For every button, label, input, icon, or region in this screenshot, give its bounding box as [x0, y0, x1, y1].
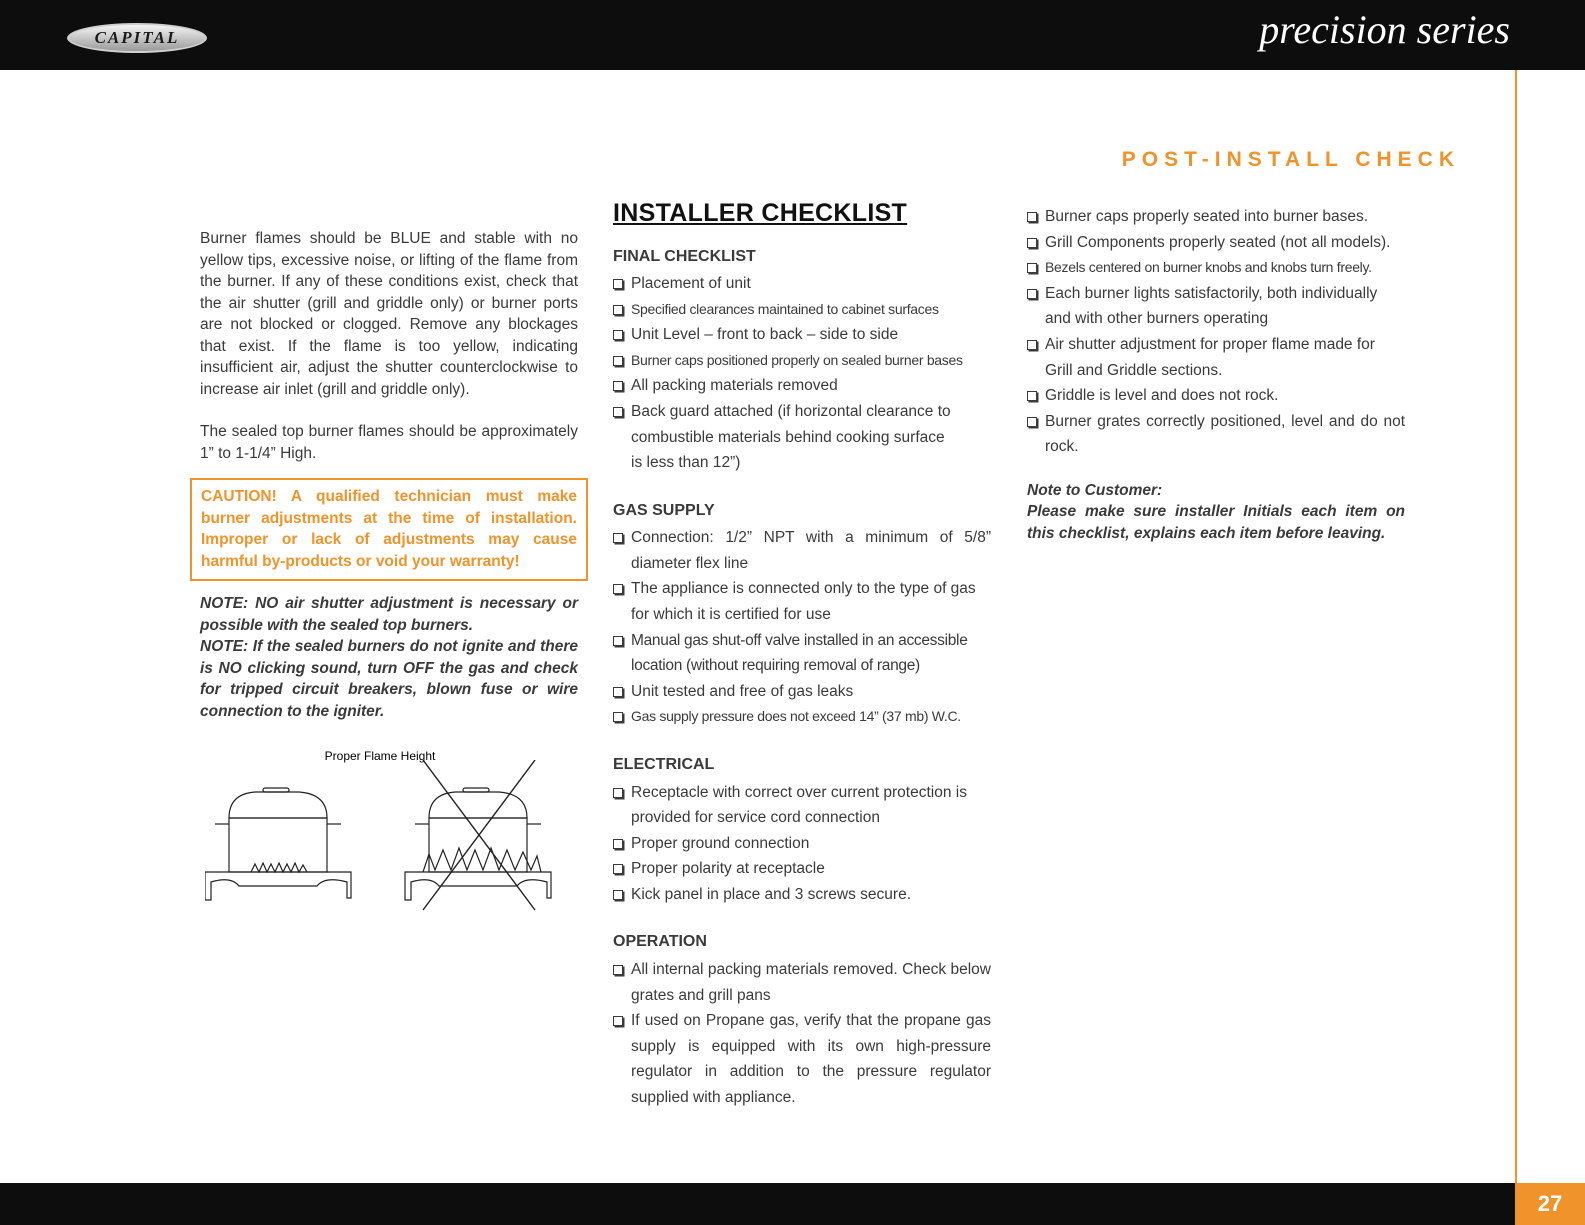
list-item: Burner caps properly seated into burner bases.: [1027, 204, 1405, 230]
checkbox-icon[interactable]: [613, 839, 623, 849]
list-item: Air shutter adjustment for proper flame made for Grill and Griddle sections.: [1027, 332, 1405, 383]
list-item: Unit tested and free of gas leaks: [613, 679, 991, 705]
list-item: Placement of unit: [613, 271, 991, 297]
note-to-customer-title: Note to Customer:: [1027, 481, 1163, 499]
checkbox-icon[interactable]: [1027, 238, 1037, 248]
checkbox-icon[interactable]: [613, 407, 623, 417]
checkbox-icon[interactable]: [613, 890, 623, 900]
checkbox-icon[interactable]: [613, 533, 623, 543]
checkbox-icon[interactable]: [1027, 340, 1037, 350]
middle-column: [613, 199, 991, 1135]
list-item: Back guard attached (if horizontal clearance to combustible materials behind cooking surface is less than 12”): [613, 399, 991, 476]
electrical-group: [613, 754, 991, 907]
capital-logo: [67, 23, 207, 53]
list-item: All packing materials removed: [613, 373, 991, 399]
checkbox-icon[interactable]: [1027, 263, 1037, 273]
checklist-title: INSTALLER CHECKLIST: [613, 199, 908, 227]
footer-bar: [0, 1183, 1515, 1225]
electrical-heading: ELECTRICAL: [613, 756, 715, 773]
logo-text: CAPITAL: [94, 28, 180, 47]
operation-heading: OPERATION: [613, 933, 707, 951]
checkbox-icon[interactable]: [613, 636, 623, 646]
left-column: [200, 228, 578, 926]
orange-divider: [1515, 70, 1517, 1183]
list-item: Unit Level – front to back – side to side: [613, 322, 991, 348]
list-item: Kick panel in place and 3 screws secure.: [613, 882, 991, 908]
list-item: Griddle is level and does not rock.: [1027, 383, 1405, 409]
list-item: The appliance is connected only to the type of gas for which it is certified for use: [613, 576, 991, 627]
list-item: Manual gas shut-off valve installed in an accessible location (without requiring removal of range): [613, 628, 991, 679]
gas-supply-group: [613, 500, 991, 730]
checkbox-icon[interactable]: [1027, 417, 1037, 427]
checkbox-icon[interactable]: [613, 305, 623, 315]
checkbox-icon[interactable]: [613, 788, 623, 798]
flame-height-paragraph: The sealed top burner flames should be approximately 1” to 1-1/4” High.: [200, 423, 578, 462]
list-item: All internal packing materials removed. Check below grates and grill pans: [613, 957, 991, 1008]
list-item: Bezels centered on burner knobs and knobs turn freely.: [1027, 255, 1405, 281]
checkbox-icon[interactable]: [1027, 212, 1037, 222]
operation-group: [613, 931, 991, 1110]
gas-supply-heading: GAS SUPPLY: [613, 501, 715, 519]
checkbox-icon[interactable]: [613, 965, 623, 975]
note-air-shutter: NOTE: NO air shutter adjustment is necessary or possible with the sealed top burners.: [200, 595, 578, 634]
pot-flame-illustration: [205, 760, 575, 925]
final-checklist-group: [613, 246, 991, 476]
final-checklist-heading: FINAL CHECKLIST: [613, 247, 756, 265]
list-item: Grill Components properly seated (not all models).: [1027, 230, 1405, 256]
series-title: precision series: [1259, 7, 1510, 52]
list-item: Burner caps positioned properly on sealed burner bases: [613, 348, 991, 374]
checkbox-icon[interactable]: [613, 381, 623, 391]
checkbox-icon[interactable]: [613, 864, 623, 874]
flame-paragraph: Burner flames should be BLUE and stable with no yellow tips, excessive noise, or lifting of the flame from the burner. If any of these conditions exist, check that the air shutter (grill and griddle only) or burner ports are not blocked or clogged. Remove any blockages that exist. If the flame is too yellow, indicating insufficient air, adjust the shutter counterclockwise to increase air inlet (grill and griddle only).: [200, 230, 578, 398]
header-bar: [0, 0, 1585, 70]
list-item: Proper polarity at receptacle: [613, 856, 991, 882]
list-item: Proper ground connection: [613, 831, 991, 857]
checkbox-icon[interactable]: [613, 330, 623, 340]
list-item: Burner grates correctly positioned, level and do not rock.: [1027, 409, 1405, 460]
checkbox-icon[interactable]: [613, 584, 623, 594]
note-to-customer-body: Please make sure installer Initials each item on this checklist, explains each item before leaving.: [1027, 503, 1405, 542]
list-item: Gas supply pressure does not exceed 14” (37 mb) W.C.: [613, 704, 991, 730]
list-item: Receptacle with correct over current protection is provided for service cord connection: [613, 780, 991, 831]
page-number: 27: [1515, 1183, 1585, 1225]
caution-box: CAUTION! A qualified technician must make burner adjustments at the time of installation. Improper or lack of adjustments may cause harmful by-products or void your warranty!: [190, 478, 588, 581]
checkbox-icon[interactable]: [1027, 289, 1037, 299]
list-item: Connection: 1/2” NPT with a minimum of 5/8” diameter flex line: [613, 525, 991, 576]
checkbox-icon[interactable]: [1027, 391, 1037, 401]
checkbox-icon[interactable]: [613, 279, 623, 289]
checkbox-icon[interactable]: [613, 356, 623, 366]
note-ignite: NOTE: If the sealed burners do not ignite and there is NO clicking sound, turn OFF the gas and check for tripped circuit breakers, blown fuse or wire connection to the igniter.: [200, 638, 578, 720]
checkbox-icon[interactable]: [613, 712, 623, 722]
right-column: [1027, 204, 1405, 544]
list-item: Each burner lights satisfactorily, both individually and with other burners operating: [1027, 281, 1405, 332]
list-item: Specified clearances maintained to cabinet surfaces: [613, 297, 991, 323]
checkbox-icon[interactable]: [613, 687, 623, 697]
section-title: POST-INSTALL CHECK: [1121, 148, 1460, 171]
flame-height-figure: [200, 746, 578, 926]
figure-label: Proper Flame Height: [324, 749, 436, 763]
list-item: If used on Propane gas, verify that the propane gas supply is equipped with its own high-pressure regulator in addition to the pressure regulator supplied with appliance.: [613, 1008, 991, 1110]
checkbox-icon[interactable]: [613, 1016, 623, 1026]
